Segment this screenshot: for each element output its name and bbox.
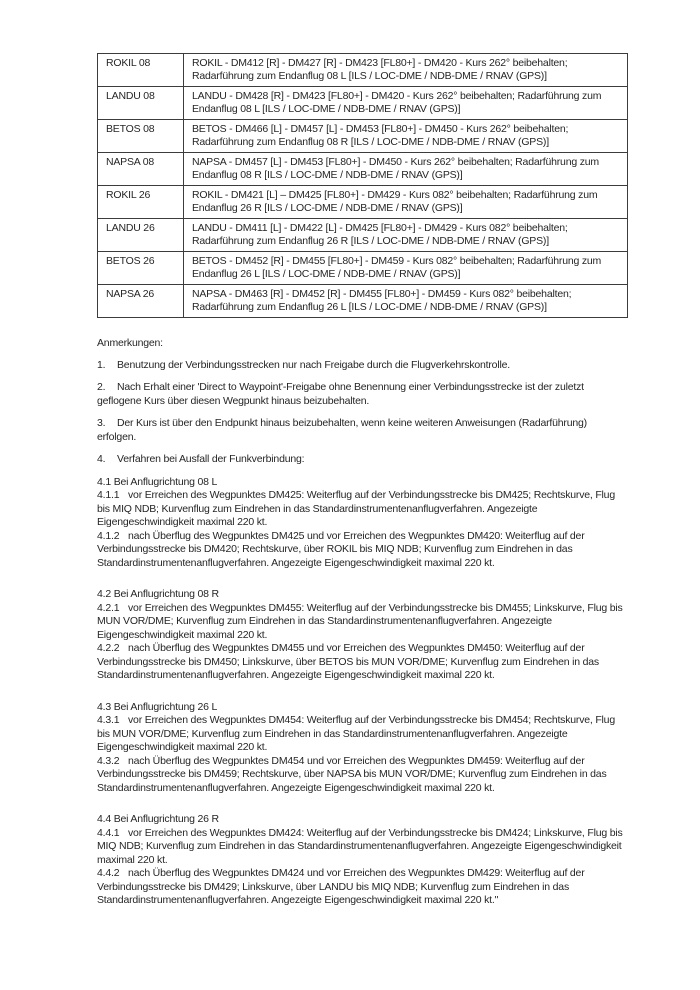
note-text: Benutzung der Verbindungsstrecken nur nach Freigabe durch die Flugverkehrskontrolle. bbox=[117, 358, 510, 371]
procedure-item bbox=[97, 714, 628, 755]
connection-routes-table-body bbox=[98, 54, 628, 318]
procedure-number: 4.3.1 bbox=[97, 714, 120, 726]
procedure-heading: 4.2 Bei Anflugrichtung 08 R bbox=[97, 588, 219, 600]
procedure-text: nach Überflug des Wegpunktes DM454 und vor Erreichen des Wegpunktes DM459: Weiterflug auf der Verbindungsstrecke bis DM459; Rechtskurve, über NAPSA bis MUN VOR/DME; Kurvenflug zum Eindrehen in das Standardinstrumentenanflugverfahren. Angezeigte Eigengeschwindigkeit maximal 220 kt. bbox=[97, 754, 607, 794]
procedure-item bbox=[97, 530, 628, 571]
procedure-text: nach Überflug des Wegpunktes DM424 und vor Erreichen des Wegpunktes DM429: Weiterflug auf der Verbindungsstrecke bis DM429; Linkskurve, über LANDU bis MIQ NDB; Kurvenflug zum Eindrehen in das Standardinstrumentenanflugverfahren. Angezeigte Eigengeschwindigkeit maximal 220 kt." bbox=[97, 867, 585, 906]
procedure-text: nach Überflug des Wegpunktes DM425 und vor Erreichen des Wegpunktes DM420: Weiterflug auf der Verbindungsstrecke bis DM420; Rechtskurve, über ROKIL bis MIQ NDB; Kurvenflug zum Eindrehen in das Standardinstrumentenanflugverfahren. Angezeigte Eigengeschwindigkeit maximal 220 kt. bbox=[97, 529, 585, 569]
note-item bbox=[97, 359, 628, 373]
notes-list bbox=[97, 359, 628, 467]
route-description-cell: LANDU - DM411 [L] - DM422 [L] - DM425 [FL80+] - DM429 - Kurs 082° beibehalten; Radarführung zum Endanflug 26 R [ILS / LOC-DME / NDB-DME / RNAV (GPS)] bbox=[184, 219, 628, 252]
procedure-heading: 4.1 Bei Anflugrichtung 08 L bbox=[97, 475, 218, 488]
note-number: 3. bbox=[97, 417, 106, 429]
procedure-item bbox=[97, 489, 628, 530]
route-description-cell: BETOS - DM452 [R] - DM455 [FL80+] - DM459 - Kurs 082° beibehalten; Radarführung zum Endanflug 26 L [ILS / LOC-DME / NDB-DME / RNAV (GPS)] bbox=[184, 252, 628, 285]
procedure-number: 4.1.2 bbox=[97, 529, 120, 542]
procedure-item bbox=[97, 642, 628, 683]
route-label-cell: LANDU 26 bbox=[98, 219, 184, 252]
procedure-heading: 4.3 Bei Anflugrichtung 26 L bbox=[97, 700, 218, 713]
note-item bbox=[97, 417, 628, 444]
route-label-cell: ROKIL 08 bbox=[98, 54, 184, 87]
procedure-number: 4.4.1 bbox=[97, 826, 120, 839]
table-row bbox=[98, 153, 628, 186]
procedure-heading: 4.4 Bei Anflugrichtung 26 R bbox=[97, 813, 219, 825]
procedures-list bbox=[97, 476, 628, 908]
table-row bbox=[98, 120, 628, 153]
route-label-cell: NAPSA 08 bbox=[98, 153, 184, 186]
route-label-cell: ROKIL 26 bbox=[98, 186, 184, 219]
note-text: Verfahren bei Ausfall der Funkverbindung: bbox=[117, 453, 305, 465]
procedure-items bbox=[97, 602, 628, 683]
note-text: Nach Erhalt einer 'Direct to Waypoint'-Freigabe ohne Benennung einer Verbindungsstrecke ist der zuletzt geflogene Kurs über diesen Wegpunkt hinaus beizubehalten. bbox=[97, 381, 584, 407]
route-description-cell: ROKIL - DM421 [L] – DM425 [FL80+] - DM429 - Kurs 082° beibehalten; Radarführung zum Endanflug 26 R [ILS / LOC-DME / NDB-DME / RNAV (GPS)] bbox=[184, 186, 628, 219]
table-row bbox=[98, 186, 628, 219]
note-number: 2. bbox=[97, 381, 106, 393]
note-number: 1. bbox=[97, 358, 106, 371]
route-description-cell: NAPSA - DM457 [L] - DM453 [FL80+] - DM450 - Kurs 262° beibehalten; Radarführung zum Endanflug 08 R [ILS / LOC-DME / NDB-DME / RNAV (GPS)] bbox=[184, 153, 628, 186]
route-description-cell: LANDU - DM428 [R] - DM423 [FL80+] - DM420 - Kurs 262° beibehalten; Radarführung zum Endanflug 08 L [ILS / LOC-DME / NDB-DME / RNAV (GPS)] bbox=[184, 87, 628, 120]
note-item bbox=[97, 453, 628, 467]
procedure-group bbox=[97, 701, 628, 796]
table-row bbox=[98, 219, 628, 252]
procedure-group bbox=[97, 588, 628, 683]
route-description-cell: BETOS - DM466 [L] - DM457 [L] - DM453 [FL80+] - DM450 - Kurs 262° beibehalten; Radarführung zum Endanflug 08 R [ILS / LOC-DME / NDB-DME / RNAV (GPS)] bbox=[184, 120, 628, 153]
procedure-group bbox=[97, 476, 628, 571]
table-row bbox=[98, 54, 628, 87]
procedure-number: 4.1.1 bbox=[97, 489, 120, 501]
table-row bbox=[98, 87, 628, 120]
procedure-number: 4.3.2 bbox=[97, 754, 120, 767]
procedure-group bbox=[97, 813, 628, 908]
notes-heading: Anmerkungen: bbox=[97, 337, 163, 349]
route-label-cell: BETOS 08 bbox=[98, 120, 184, 153]
procedure-item bbox=[97, 867, 628, 908]
procedure-item bbox=[97, 755, 628, 796]
note-number: 4. bbox=[97, 453, 106, 465]
procedure-text: vor Erreichen des Wegpunktes DM455: Weiterflug auf der Verbindungsstrecke bis DM455; Linkskurve, Flug bis MUN VOR/DME; Kurvenflug zum Eindrehen in das Standardinstrumentenanflugverfahren. Angezeigte Eigengeschwindigkeit maximal 220 kt. bbox=[97, 601, 623, 641]
route-label-cell: BETOS 26 bbox=[98, 252, 184, 285]
route-label-cell: NAPSA 26 bbox=[98, 285, 184, 318]
procedure-text: vor Erreichen des Wegpunktes DM425: Weiterflug auf der Verbindungsstrecke bis DM425; Rechtskurve, Flug bis MIQ NDB; Kurvenflug zum Eindrehen in das Standardinstrumentenanflugverfahren. Angezeigte Eigengeschwindigkeit maximal 220 kt. bbox=[97, 489, 615, 528]
procedure-number: 4.2.2 bbox=[97, 642, 120, 654]
connection-routes-table bbox=[97, 53, 628, 318]
procedure-number: 4.2.1 bbox=[97, 601, 120, 614]
procedure-text: vor Erreichen des Wegpunktes DM454: Weiterflug auf der Verbindungsstrecke bis DM454; Rechtskurve, Flug bis MUN VOR/DME; Kurvenflug zum Eindrehen in das Standardinstrumentenanflugverfahren. Angezeigte Eigengeschwindigkeit maximal 220 kt. bbox=[97, 714, 615, 753]
route-description-cell: ROKIL - DM412 [R] - DM427 [R] - DM423 [FL80+] - DM420 - Kurs 262° beibehalten; Radarführung zum Endanflug 08 L [ILS / LOC-DME / NDB-DME / RNAV (GPS)] bbox=[184, 54, 628, 87]
procedure-item bbox=[97, 827, 628, 868]
route-label-cell: LANDU 08 bbox=[98, 87, 184, 120]
table-row bbox=[98, 285, 628, 318]
procedure-items bbox=[97, 827, 628, 908]
table-row bbox=[98, 252, 628, 285]
procedure-text: nach Überflug des Wegpunktes DM455 und vor Erreichen des Wegpunktes DM450: Weiterflug auf der Verbindungsstrecke bis DM450; Linkskurve, über BETOS bis MUN VOR/DME; Kurvenflug zum Eindrehen in das Standardinstrumentenanflugverfahren. Angezeigte Eigengeschwindigkeit maximal 220 kt. bbox=[97, 642, 599, 681]
note-text: Der Kurs ist über den Endpunkt hinaus beizubehalten, wenn keine weiteren Anweisungen (Radarführung) erfolgen. bbox=[97, 417, 587, 443]
procedure-text: vor Erreichen des Wegpunktes DM424: Weiterflug auf der Verbindungsstrecke bis DM424; Linkskurve, Flug bis MIQ NDB; Kurvenflug zum Eindrehen in das Standardinstrumentenanflugverfahren. Angezeigte Eigengeschwindigkeit maximal 220 kt. bbox=[97, 826, 623, 866]
procedure-item bbox=[97, 602, 628, 643]
procedure-items bbox=[97, 714, 628, 795]
note-item bbox=[97, 381, 628, 408]
procedure-number: 4.4.2 bbox=[97, 867, 120, 879]
route-description-cell: NAPSA - DM463 [R] - DM452 [R] - DM455 [FL80+] - DM459 - Kurs 082° beibehalten; Radarführung zum Endanflug 26 L [ILS / LOC-DME / NDB-DME / RNAV (GPS)] bbox=[184, 285, 628, 318]
document-content bbox=[97, 53, 628, 926]
procedure-items bbox=[97, 489, 628, 570]
